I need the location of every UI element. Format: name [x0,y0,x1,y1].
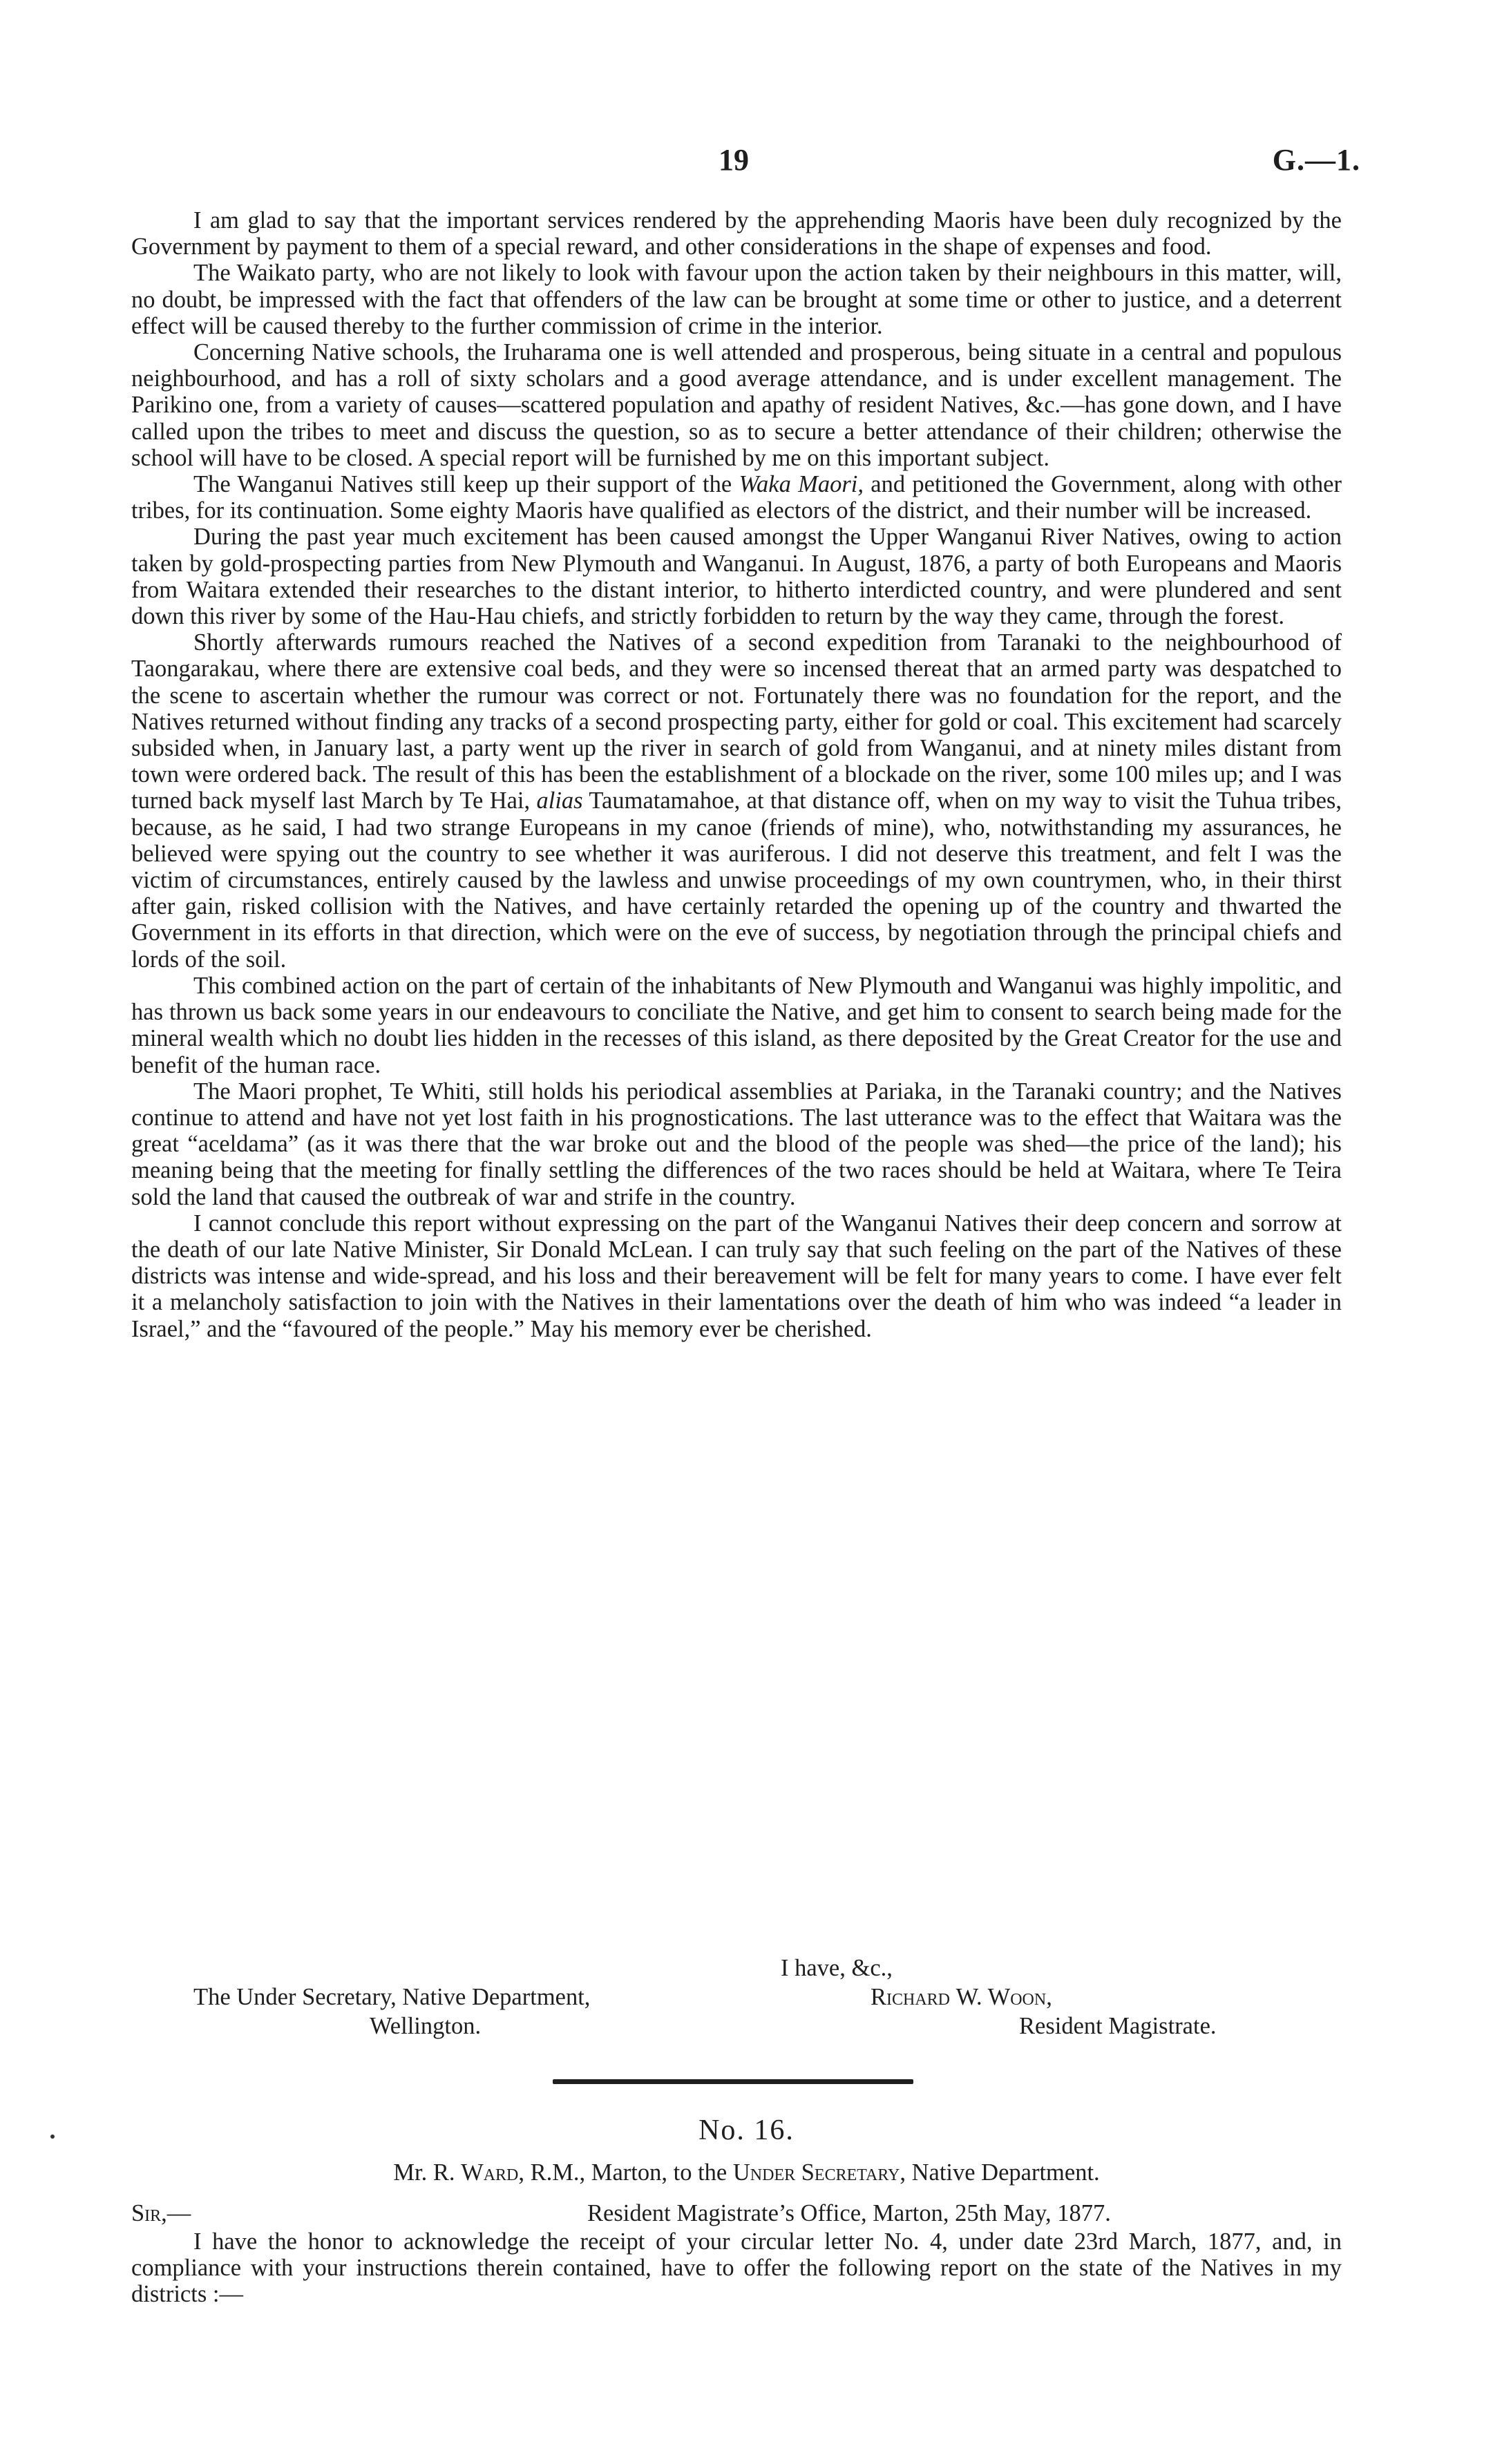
paragraph-gold-prospecting: During the past year much excitement has been caused amongst the Upper Wanganui River Natives, owing to action taken by gold-prospecting parties from New Plymouth and Wanganui. In August, 1876, a party of both Europeans and Maoris from Waitara extended their researches to the distant interior, to hitherto interdicted country, and were plundered and sent down this river by some of the Hau-Hau chiefs, and strictly forbidden to return by the way they came, through the forest. [131,524,1342,630]
text-run: Taumatamahoe, at that distance off, when on my way to visit the Tuhua tribes, because, as he said, I had two strange Europeans in my canoe (friends of mine), who, notwithstanding my assurances, he believed were spying out the country to see whether it was auriferous. I did not deserve this treatment, and felt I was the victim of circumstances, entirely caused by the lawless and unwise proceedings of my own countrymen, who, in their thirst after gain, risked collision with the Natives, and have certainly retarded the opening up of the country and thwarted the Government in its efforts in that direction, which were on the eve of success, by negotiation through the principal chiefs and lords of the soil. [131,787,1342,973]
section-divider [553,2079,913,2084]
text-run: Shortly afterwards rumours reached the Natives of a second expedition from Taranaki to the neighbourhood of Taongarakau, where there are extensive coal beds, and they were so incensed thereat that an armed party was despatched to the scene to ascertain whether the rumour was correct or not. Fortunately there was no foundation for the report, and the Natives returned without finding any tracks of a second prospecting party, either for gold or coal. This excitement had scarcely subsided when, in January last, a party went up the river in search of gold from Wanganui, and at ninety miles distant from town were ordered back. The result of this has been the establishment of a blockade on the river, some 100 miles up; and I was turned back myself last March by Te Hai, [131,629,1342,814]
paragraph-acknowledgement: I have the honor to acknowledge the receipt of your circular letter No. 4, under date 23rd March, 1877, and, in compliance with your instructions therein contained, have to offer the following report on the state of the Natives in my districts :— [131,2228,1342,2308]
italic-text-run: alias [536,787,583,814]
document-code: G.—1. [1272,143,1360,177]
paragraph-mclean: I cannot conclude this report without expressing on the part of the Wanganui Natives their deep concern and sorrow at the death of our late Native Minister, Sir Donald McLean. I can truly say that such feeling on the part of the Natives of these districts was intense and wide-spread, and his loss and their bereavement will be felt for many years to come. I have ever felt it a melancholy satisfaction to join with the Natives in their lamentations over the death of him who was indeed “a leader in Israel,” and the “favoured of the people.” May his memory ever be cherished. [131,1210,1342,1342]
heading-sender: Ward [461,2159,519,2186]
heading-mid: , R.M., Marton, to the [518,2159,733,2186]
report-body [131,207,1342,1342]
signer-title: Resident Magistrate. [1019,2013,1217,2039]
closing-line: I have, &c., [781,1955,893,1981]
salutation-row [131,2200,1342,2229]
letter-number: No. 16. [698,2114,795,2146]
signature-block [131,1955,1342,2065]
signer-name [871,1984,1052,2010]
addressee-line: The Under Secretary, Native Department, [193,1984,591,2010]
text-run: The Wanganui Natives still keep up their support of the [193,471,739,498]
page-header [0,142,1493,184]
paragraph-te-whiti: The Maori prophet, Te Whiti, still holds his periodical assemblies at Pariaka, in the Taranaki country; and the Natives continue to attend and have not yet lost faith in his prognostications. The last utterance was to the effect that Waitara was the great “aceldama” (as it was there that the war broke out and the blood of the people was shed—the price of the land); his meaning being that the meeting for finally settling the differences of the two races should be held at Waitara, where Te Teira sold the land that caused the outbreak of war and strife in the country. [131,1078,1342,1210]
page-number: 19 [719,143,749,177]
signer-first-name: Richard [871,1984,951,2010]
heading-prefix: Mr. R. [393,2159,462,2186]
paragraph-blockade [131,629,1342,973]
signer-last-name: W. Woon, [955,1984,1052,2010]
heading-suffix: , Native Department. [900,2159,1100,2186]
paragraph-waikato: The Waikato party, who are not likely to look with favour upon the action taken by their neighbours in this matter, will, no doubt, be impressed with the fact that offenders of the law can be brought at some time or other to justice, and a deterrent effect will be caused thereby to the further commission of crime in the interior. [131,260,1342,339]
addressee-location: Wellington. [370,2013,482,2039]
paragraph-reward: I am glad to say that the important services rendered by the apprehending Maoris have been duly recognized by the Government by payment to them of a special reward, and other considerations in the shape of expenses and food. [131,207,1342,260]
text-run: and petitioned the Government, along with other tribes, for its continuation. Some eighty Maoris have qualified as electors of the district, and their number will be increased. [131,471,1342,524]
letter-body [131,2228,1342,2308]
salutation: Sir,— [131,2200,191,2226]
letter-heading [0,2159,1493,2186]
paragraph-schools: Concerning Native schools, the Iruharama one is well attended and prosperous, being situate in a central and populous neighbourhood, and has a roll of sixty scholars and a good average attendance, and is under excellent management. The Parikino one, from a variety of causes—scattered population and apathy of resident Natives, &c.—has gone down, and I have called upon the tribes to meet and discuss the question, so as to secure a better attendance of their children; otherwise the school will have to be closed. A special report will be furnished by me on this important subject. [131,339,1342,471]
dateline: Resident Magistrate’s Office, Marton, 25th May, 1877. [587,2200,1111,2226]
paragraph-combined-action: This combined action on the part of certain of the inhabitants of New Plymouth and Wanganui was highly impolitic, and has thrown us back some years in our endeavours to conciliate the Native, and get him to consent to search being made for the mineral wealth which no doubt lies hidden in the recesses of this island, as there deposited by the Great Creator for the use and benefit of the human race. [131,972,1342,1078]
heading-recipient: Under Secretary [732,2159,900,2186]
paragraph-waka-maori [131,471,1342,524]
italic-text-run: Waka Maori, [739,471,864,498]
